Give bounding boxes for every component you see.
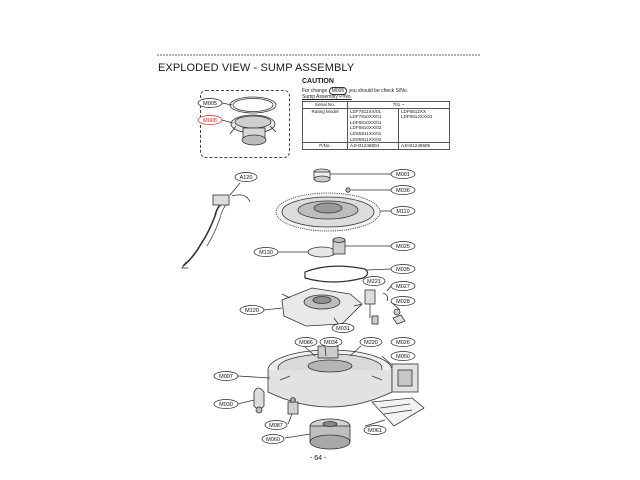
model-entry: LDF7811XX/01 bbox=[350, 108, 382, 114]
filter-disk-drawing bbox=[276, 193, 380, 231]
model-entry: LDS5811XX/01 bbox=[350, 130, 382, 136]
sump-assembly-drawing bbox=[230, 115, 276, 145]
screw-drawing bbox=[346, 188, 350, 192]
sensor-drawing bbox=[365, 290, 378, 324]
belt-drawing bbox=[305, 266, 368, 282]
pno-col1: AJH31248604 bbox=[348, 143, 399, 150]
label-m035: M035 bbox=[396, 267, 410, 273]
hose-drawing bbox=[182, 195, 250, 268]
label-a120: A120 bbox=[239, 175, 253, 181]
label-m087: M087 bbox=[269, 423, 283, 429]
pno-label: P/No. bbox=[303, 143, 348, 150]
motor-drawing bbox=[310, 419, 350, 449]
label-m031: M031 bbox=[336, 326, 350, 332]
pno-col2: AJH31248605 bbox=[399, 143, 450, 150]
label-m120: M120 bbox=[245, 308, 259, 314]
label-m008: M008 bbox=[203, 118, 217, 124]
label-m220: M220 bbox=[364, 340, 378, 346]
impeller-drawing bbox=[308, 238, 345, 258]
clamp-drawing bbox=[254, 388, 264, 413]
label-m028: M028 bbox=[396, 299, 410, 305]
page-number: - 64 - bbox=[310, 455, 327, 462]
caution-subtitle: Sump Assembly P/No. bbox=[302, 94, 352, 100]
cap-drawing bbox=[314, 169, 330, 182]
model-label: Rating Model bbox=[303, 108, 348, 143]
label-m110: M110 bbox=[396, 209, 410, 215]
tub-base-drawing bbox=[268, 346, 392, 407]
label-m221: M221 bbox=[367, 279, 381, 285]
model-entry: LDF6812XX/01 bbox=[401, 114, 433, 120]
serial-value: 701 ~ bbox=[348, 102, 450, 109]
label-m036: M036 bbox=[396, 188, 410, 194]
model-entry: LDS5811XX/02 bbox=[350, 136, 382, 142]
caution-prefix: For change bbox=[302, 88, 328, 94]
label-m130: M130 bbox=[259, 250, 273, 256]
label-m027: M027 bbox=[396, 284, 410, 290]
label-m086: M086 bbox=[299, 340, 313, 346]
model-entry: LDF7810XX/01 bbox=[350, 114, 382, 120]
pump-housing-drawing bbox=[282, 288, 362, 326]
label-m050: M050 bbox=[396, 354, 410, 360]
label-m060: M060 bbox=[266, 437, 280, 443]
caution-title: CAUTION bbox=[302, 78, 334, 85]
label-m005: M005 bbox=[203, 101, 217, 107]
label-m025: M025 bbox=[396, 244, 410, 250]
label-m001: M001 bbox=[396, 172, 410, 178]
label-m034: M034 bbox=[324, 340, 338, 346]
page-title: EXPLODED VIEW - SUMP ASSEMBLY bbox=[158, 62, 355, 74]
gasket-ring-drawing bbox=[230, 97, 276, 113]
caution-part-ref: M005 bbox=[329, 87, 348, 95]
serial-label: Serial No. bbox=[303, 102, 348, 109]
caution-suffix: you should be check S/No. bbox=[348, 88, 409, 94]
label-m007: M007 bbox=[219, 374, 233, 380]
model-entry: LDF6810XX/01 bbox=[350, 119, 382, 125]
model-entry: LDF6812XX bbox=[401, 108, 427, 114]
label-m030: M030 bbox=[219, 402, 233, 408]
label-m026: M026 bbox=[396, 340, 410, 346]
label-m061: M061 bbox=[368, 428, 382, 434]
model-entry: LDF6810XX/02 bbox=[350, 125, 382, 131]
